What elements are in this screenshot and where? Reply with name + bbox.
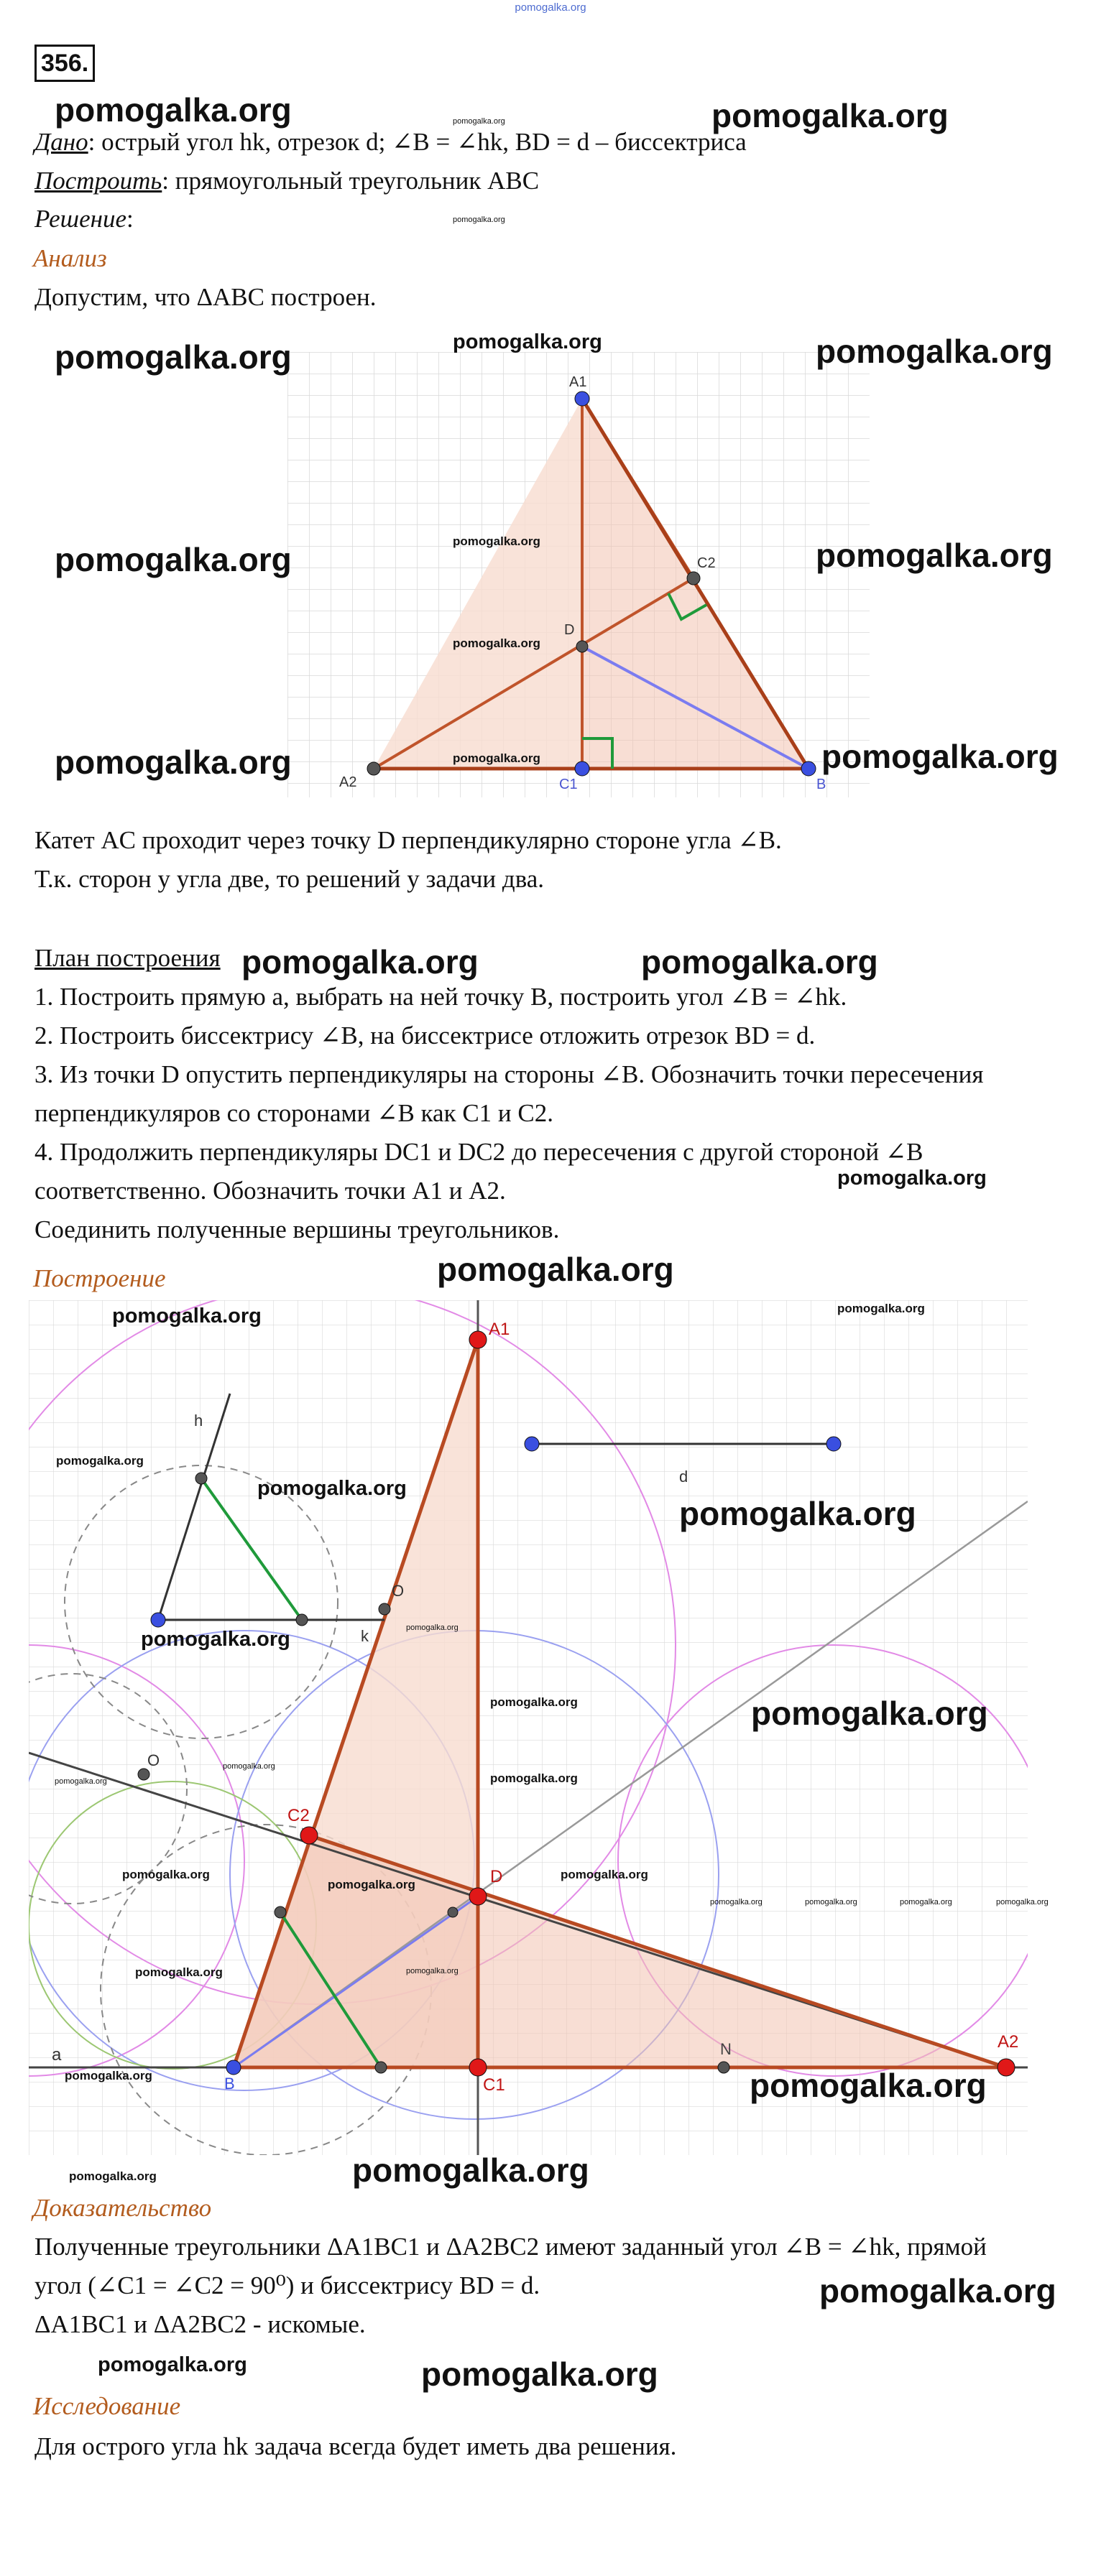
plan-heading: План построения [34, 944, 221, 972]
point-n [718, 2062, 729, 2073]
point-b [801, 761, 816, 776]
watermark: pomogalka.org [453, 117, 505, 126]
watermark: pomogalka.org [641, 943, 878, 981]
given-text: : острый угол hk, отрезок d; ∠B = ∠hk, BD = d – биссектриса [88, 128, 747, 156]
watermark: pomogalka.org [406, 1967, 459, 1975]
label-h: h [194, 1412, 203, 1430]
point-d-start [525, 1437, 539, 1451]
plan-step-5: Соединить полученные вершины треугольников. [34, 1215, 560, 1243]
plan-step-2: 2. Построить биссектрису ∠B, на биссектрисе отложить отрезок BD = d. [34, 1021, 816, 1050]
point-green [275, 1906, 286, 1918]
watermark: pomogalka.org [750, 2067, 987, 2104]
watermark: pomogalka.org [679, 1495, 916, 1532]
site-link[interactable]: pomogalka.org [515, 1, 586, 14]
point-c1 [469, 2059, 487, 2076]
watermark: pomogalka.org [900, 1898, 952, 1906]
label-d: D [564, 622, 575, 638]
analysis-figure [287, 352, 870, 797]
watermark: pomogalka.org [453, 751, 540, 765]
point-a1 [575, 392, 589, 406]
point-bisector [448, 1907, 458, 1917]
watermark: pomogalka.org [55, 743, 292, 781]
watermark: pomogalka.org [421, 2355, 658, 2393]
watermark: pomogalka.org [122, 1868, 210, 1881]
label-c2: C2 [697, 555, 716, 571]
watermark: pomogalka.org [55, 338, 292, 376]
label-c2: C2 [287, 1806, 310, 1825]
label-d-segment: d [679, 1468, 688, 1486]
watermark: pomogalka.org [710, 1898, 763, 1906]
watermark: pomogalka.org [837, 1167, 987, 1190]
solution-line [34, 203, 134, 235]
given-line [34, 126, 747, 158]
watermark: pomogalka.org [837, 1302, 925, 1315]
given-label: Дано [34, 128, 88, 156]
watermark: pomogalka.org [55, 1777, 107, 1786]
research-heading: Исследование [33, 2392, 181, 2420]
point-o-top [379, 1603, 390, 1615]
plan-step-4b: соответственно. Обозначить точки A1 и A2. [34, 1177, 506, 1205]
watermark: pomogalka.org [112, 1305, 262, 1328]
watermark: pomogalka.org [352, 2151, 589, 2189]
watermark: pomogalka.org [751, 1695, 988, 1732]
watermark: pomogalka.org [490, 1695, 578, 1709]
point-d [576, 641, 588, 652]
point-c1 [575, 761, 589, 776]
construction-heading: Построение [33, 1264, 166, 1292]
proof-line-1: Полученные треугольники ΔA1BC1 и ΔA2BC2 имеют заданный угол ∠B = ∠hk, прямой [34, 2233, 987, 2261]
watermark: pomogalka.org [453, 636, 540, 650]
watermark: pomogalka.org [135, 1965, 223, 1979]
label-a1: A1 [569, 374, 587, 390]
label-a2: A2 [998, 2032, 1019, 2052]
proof-line-2: угол (∠C1 = ∠C2 = 90⁰) и биссектрису BD = d. [34, 2271, 540, 2299]
point-a2 [367, 762, 380, 775]
watermark: pomogalka.org [996, 1898, 1049, 1906]
plan-step-3a: 3. Из точки D опустить перпендикуляры на стороны ∠B. Обозначить точки пересечения [34, 1060, 984, 1088]
watermark: pomogalka.org [69, 2169, 157, 2183]
watermark: pomogalka.org [561, 1868, 648, 1881]
plan-step-3b: перпендикуляров со сторонами ∠B как C1 и C2. [34, 1099, 554, 1127]
label-c1: C1 [483, 2075, 505, 2095]
research-line-1: Для острого угла hk задача всегда будет иметь два решения. [34, 2432, 677, 2460]
watermark: pomogalka.org [816, 333, 1053, 370]
point-d-end [826, 1437, 841, 1451]
watermark: pomogalka.org [453, 330, 602, 353]
watermark: pomogalka.org [805, 1898, 857, 1906]
analysis-line-1: Катет AC проходит через точку D перпендикулярно стороне угла ∠B. [34, 826, 782, 854]
solution-label: Решение [34, 205, 127, 233]
watermark: pomogalka.org [65, 2069, 152, 2082]
analysis-heading: Анализ [33, 244, 107, 272]
analysis-line-2: Т.к. сторон у угла две, то решений у задачи два. [34, 865, 545, 893]
point-on-h [195, 1473, 207, 1484]
watermark: pomogalka.org [55, 541, 292, 578]
watermark: pomogalka.org [816, 537, 1053, 574]
proof-line-3: ΔA1BC1 и ΔA2BC2 - искомые. [34, 2310, 366, 2338]
watermark: pomogalka.org [406, 1623, 459, 1632]
watermark: pomogalka.org [223, 1762, 275, 1771]
point-c2 [300, 1827, 318, 1844]
watermark: pomogalka.org [437, 1251, 674, 1288]
plan-step-4a: 4. Продолжить перпендикуляры DC1 и DC2 до пересечения с другой стороной ∠B [34, 1138, 923, 1166]
construct-line [34, 165, 539, 197]
watermark: pomogalka.org [55, 91, 292, 129]
label-b: B [816, 777, 826, 792]
proof-heading: Доказательство [33, 2194, 212, 2222]
watermark: pomogalka.org [257, 1477, 407, 1500]
point-b [226, 2060, 241, 2075]
point-a2 [998, 2059, 1015, 2076]
problem-number: 356. [34, 45, 95, 82]
label-a: a [52, 2045, 62, 2065]
construct-label: Построить [34, 167, 162, 195]
watermark: pomogalka.org [819, 2272, 1056, 2309]
label-a1: A1 [489, 1320, 510, 1339]
point-c2 [687, 572, 700, 585]
point-on-k [296, 1614, 308, 1626]
watermark: pomogalka.org [711, 97, 949, 134]
watermark: pomogalka.org [98, 2353, 247, 2376]
label-d: D [490, 1867, 503, 1886]
label-o-top: O [392, 1582, 405, 1600]
point-o-left [138, 1769, 149, 1780]
solution-text: : [126, 205, 134, 233]
label-b: B [224, 2075, 235, 2093]
label-n: N [720, 2040, 732, 2058]
watermark: pomogalka.org [328, 1878, 415, 1891]
point-on-a [375, 2062, 387, 2073]
label-o-left: O [147, 1751, 160, 1769]
label-a2: A2 [339, 774, 357, 790]
point-d [469, 1888, 487, 1905]
analysis-assume: Допустим, что ΔABC построен. [34, 283, 377, 311]
plan-step-1: 1. Построить прямую a, выбрать на ней точку B, построить угол ∠B = ∠hk. [34, 983, 847, 1011]
watermark: pomogalka.org [56, 1454, 144, 1468]
label-c1: C1 [559, 777, 578, 792]
watermark: pomogalka.org [821, 738, 1059, 775]
watermark: pomogalka.org [141, 1628, 290, 1651]
watermark: pomogalka.org [490, 1771, 578, 1785]
construct-text: : прямоугольный треугольник ABC [162, 167, 540, 195]
point-hk-vertex [151, 1613, 165, 1627]
point-a1 [469, 1331, 487, 1348]
watermark: pomogalka.org [453, 216, 505, 224]
watermark: pomogalka.org [453, 534, 540, 548]
label-k: k [361, 1627, 369, 1645]
watermark: pomogalka.org [241, 943, 479, 981]
